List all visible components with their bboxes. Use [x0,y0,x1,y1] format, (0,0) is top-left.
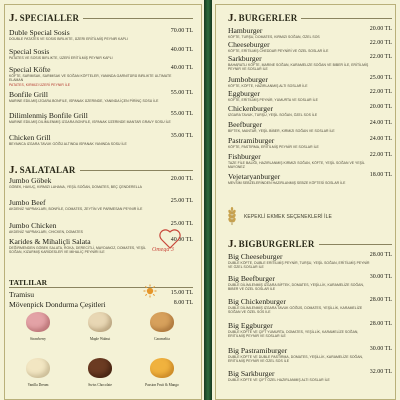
item-price: 24.00 TL [369,136,392,142]
item-price: 20.00 TL [170,176,193,182]
section-rule [83,18,193,19]
sun-logo-icon [143,284,157,298]
item-price: 22.00 TL [369,54,392,60]
item-description: DUBLE KÖFTE VE ÇİFT ÖZEL HAZIRLANMIŞ ALTI SOSLAR İLE [228,378,330,382]
section-rule [319,244,392,245]
item-price: 18.00 TL [369,172,392,178]
flavor-caption: Swiss Chocolate [88,383,112,387]
item-price: 55.00 TL [170,90,193,96]
desserts-section [9,272,193,312]
item-description: GÖBEK, HAVUÇ, KIRMIZI LAHANA, YEŞİL SOĞAN, DOMATES, BEÇ ÇENDERELLA [9,185,142,189]
item-description: MARINE EDILMIŞ IZGARA BONFILE, ISPANAK ÜZERINDE, YANINDA İÇEN PİRİNÇ SOSU İLE [9,99,159,103]
item-description: AKDENİZ YAPRAKLARI, CHICKEN, DOMATES [9,230,83,234]
item-price: 40.00 TL [170,237,193,243]
ice-cream-scoop-icon [88,312,112,332]
item-description: DUBLE KÖFTE VE DUBLE PASTIRMA, DOMATES, YEŞİLLİK, KARAMELİZE SOĞAN, ERİTİLMİŞ PEYNİR VE ÖZEL SOS İLE [228,355,364,364]
item-name: Fishburger [228,152,261,161]
item-price: 25.00 TL [170,221,193,227]
flavor-passion-fruit-mango [136,358,188,387]
item-name: Beefburger [228,120,263,129]
item-name: Jumboburger [228,75,268,84]
item-name: Big Beefburger [228,274,275,283]
item-description: MARINE EDILMIŞ DILIMLENMIŞ IZGARA BONFILE, ISPANAK ÜZERINDE MANTAR GRAVY SOSU İLE [9,120,171,124]
item-price: 30.00 TL [369,346,392,352]
item-name: Special Köfte [9,65,51,74]
ice-cream-scoop-icon [150,358,174,378]
section-title: SALATALAR [19,165,76,175]
flavor-caption: Strawberry [30,337,46,341]
item-price: 32.00 TL [369,369,392,375]
whole-wheat-note: KEPEKLİ EKMEK SEÇENEKLERİ İLE [244,214,332,220]
item-price: 24.00 TL [369,120,392,126]
section-title: SPECIALLER [19,13,80,23]
item-description: IZGARA TAVUK, TURŞU, YEŞİL SOĞAN, ÖZEL SOS İLE [228,113,318,117]
ice-cream-scoop-icon [26,358,50,378]
wheat-icon [222,206,242,226]
item-description: PATATES VE SOSIS BIRLIKTE, ÜZERİ ERİTİLMİŞ PEYNIR KAPLI [9,56,113,60]
flavor-caption: Caramelita [154,337,170,341]
j-logo-icon: J. [228,238,237,250]
item-name: Big Pastramiburger [228,346,288,355]
flavor-swiss-chocolate [74,358,126,387]
item-name: Jumbo Göbek [9,176,52,185]
flavor-caramelita [136,312,188,341]
item-price: 22.00 TL [369,40,392,46]
item-note: PATATES, KIRMIZI ÜZERİ PEYNIR İLE [9,83,71,87]
item-description: BAHARATLI KÖFTE, MARINE SOĞAN, KARAMELIZE SOĞAN VE BIBER İLE, ERİTİLMİŞ PEYNİR VE SOSLAR İLE [228,63,369,72]
item-name: Dilimlenmiş Bonfile Grill [9,111,88,120]
item-name: Tramisu [9,290,35,299]
j-logo-icon: J. [9,12,18,24]
omega-label: Omega 3 [152,247,174,252]
item-description: KÖFTE, PASTIRMA, ERİTİLMİŞ PEYNİR VE SOSLAR İLE [228,145,319,149]
item-description: KÖFTE, ERİTİLMİŞ CHEDDAR PEYNİRİ VE ÖZEL SOSLAR İLE [228,49,329,53]
flavor-caption: Maple Walnut [89,337,111,341]
ice-cream-flavors [8,312,194,400]
item-price: 22.00 TL [369,152,392,158]
flavor-caption: Passion Fruit & Mango [145,383,179,387]
salads-list [9,176,193,268]
item-price: 40.00 TL [170,65,193,71]
item-description: DEĞİRMENDEN GÖBEK SALATA, ROKA, DERECİTLİ, MAYDANOZ, DOMATES, YEŞİL SOĞAN, KIZARMIŞ KARİDESLER VE MİHALİÇ PEYNİRİ İLE [9,246,146,255]
item-price: 70.00 TL [170,28,193,34]
item-price: 28.00 TL [369,321,392,327]
item-name: Cheeseburger [228,40,270,49]
item-description: DUBLE KÖFTE VE ÇİFT YUMURTA, DOMATES, YEŞİLLİK, KARAMELİZE SOĞAN, ERİTİLMİŞ PEYNİR VE SOSLAR İLE [228,330,359,339]
section-rule [301,18,392,19]
item-name: Jumbo Beef [9,198,46,207]
section-header-specials [9,12,193,24]
flavor-maple-walnut [74,312,126,341]
item-price: 20.00 TL [369,104,392,110]
item-price: 25.00 TL [369,75,392,81]
item-description: KÖFTE, ERİTİLMİŞ PEYNİR, YUMURTA VE SOSLAR İLE [228,98,318,102]
item-name: Special Sosis [9,47,50,56]
item-price: 40.00 TL [170,47,193,53]
item-description: DOUBLE PATATES VE SOSIS BIRLIKTE, ÜZERI ERİTİLMİŞ PEYNIR KAPLI [9,37,128,41]
section-header-salads [9,164,193,176]
item-name: Eggburger [228,89,260,98]
section-title: BIGBURGERLER [238,239,315,249]
omega-3-badge-icon [150,228,188,252]
item-name: Big Eggburger [228,321,273,330]
section-title: BURGERLER [238,13,298,23]
ice-cream-scoop-icon [150,312,174,332]
item-name: Karides & Mihaliçli Salata [9,237,91,246]
bigburgers-list [228,252,392,400]
section-header-burgers [228,12,392,24]
j-logo-icon: J. [228,12,237,24]
item-name: Chicken Grill [9,133,51,142]
item-description: KÖFTE, KÖFTE, HAZIRLANMIŞ ALTI SOSLAR İLE [228,84,308,88]
menu-spine [204,0,212,400]
item-price: 55.00 TL [170,111,193,117]
flavor-strawberry [12,312,64,341]
ice-cream-scoop-icon [88,358,112,378]
item-price: 15.00 TL [170,290,193,296]
item-price: 28.00 TL [369,252,392,258]
item-name: Vejetaryanburger [228,172,281,181]
item-name: Big Cheeseburger [228,252,283,261]
item-name: Chickenburger [228,104,273,113]
section-title-desserts: TATLILAR [9,278,48,287]
item-name: Jumbo Chicken [9,221,57,230]
item-name: Bonfile Grill [9,90,49,99]
item-name: Sarkburger [228,54,262,63]
item-description: MEVSİM SEBZELERİNDEN HAZIRLANMIŞ SEBZE KÖFTESİ SOSLAR İLE [228,181,346,185]
item-price: 8.00 TL [173,300,193,306]
item-price: 22.00 TL [369,89,392,95]
item-price: 25.00 TL [170,198,193,204]
section-rule [80,170,193,171]
item-name: Big Sarkburger [228,369,275,378]
item-description: DUBLE DİLİMLENMİŞ IZGARA BİFTEK, DOMATES, YEŞİLLİK, KARAMELİZE SOĞAN, BIBER VE ÖZEL SOSLAR İLE [228,283,364,292]
item-name: Big Chickenburger [228,297,286,306]
item-description: AKDENİZ YAPRAKLARI, BONFİLE, DOMATES, ZEYTİN VE PARMESAN PEYNIR İLE [9,207,143,211]
specials-list [9,28,193,156]
section-rule [9,287,193,288]
ice-cream-scoop-icon [26,312,50,332]
item-description: BEYAWCA IZGARA TAVUK GÖĞÜ ALTINDA ISPANAK YANINDA SOSU İLE [9,142,127,146]
flavor-vanilla-dream [12,358,64,387]
item-price: 20.00 TL [369,26,392,32]
item-name: Duble Special Sosis [9,28,70,37]
item-price: 35.00 TL [170,133,193,139]
item-description: BİFTEK, MANTAR, YEŞİL BİBER, KIRMIZI SOĞAN VE SOSLAR İLE [228,129,335,133]
burgers-list [228,26,392,206]
item-price: 30.00 TL [369,274,392,280]
item-description: KÖFTE, SARIMSAK, SARIMSAK VE SOĞAN KÖFTELER, YANINDA GARNITÜRÜ BIRLIKTE ULTIMATE ELAMAN [9,74,172,83]
section-header-bigburgers [228,238,392,250]
j-logo-icon: J. [9,164,18,176]
item-name: Pastramiburger [228,136,275,145]
item-description: TAZE FİLE BALIĞI, HAZIRLANMIŞ KIRMIZI SOĞAN, KÖFTE, YEŞİL SOĞAN VE YEŞİL MAYONEZ [228,161,365,170]
item-description: DUBLE KÖFTE, DUBLE ERİTİLMİŞ PEYNİR, TURŞU, YEŞİL SOĞAN, ERİTİLMİŞ PEYNİR VE ÖZEL SOSLAR İLE [228,261,370,270]
item-description: KÖFTE, TURŞU, DOMATES, KIRMIZI SOĞAN, ÖZEL SOS [228,35,320,39]
item-name: Mövenpick Dondurma Çeşitleri [9,300,106,309]
flavor-caption: Vanilla Dream [27,383,49,387]
item-name: Hamburger [228,26,263,35]
item-price: 28.00 TL [369,297,392,303]
item-description: DUBLE DİLİMLENMİŞ IZGARA TAVUK GÖĞÜS, DOMATES, YEŞİLLİK, KARAMELİZE SOĞAN VE ÖZEL SOS İLE [228,306,363,315]
